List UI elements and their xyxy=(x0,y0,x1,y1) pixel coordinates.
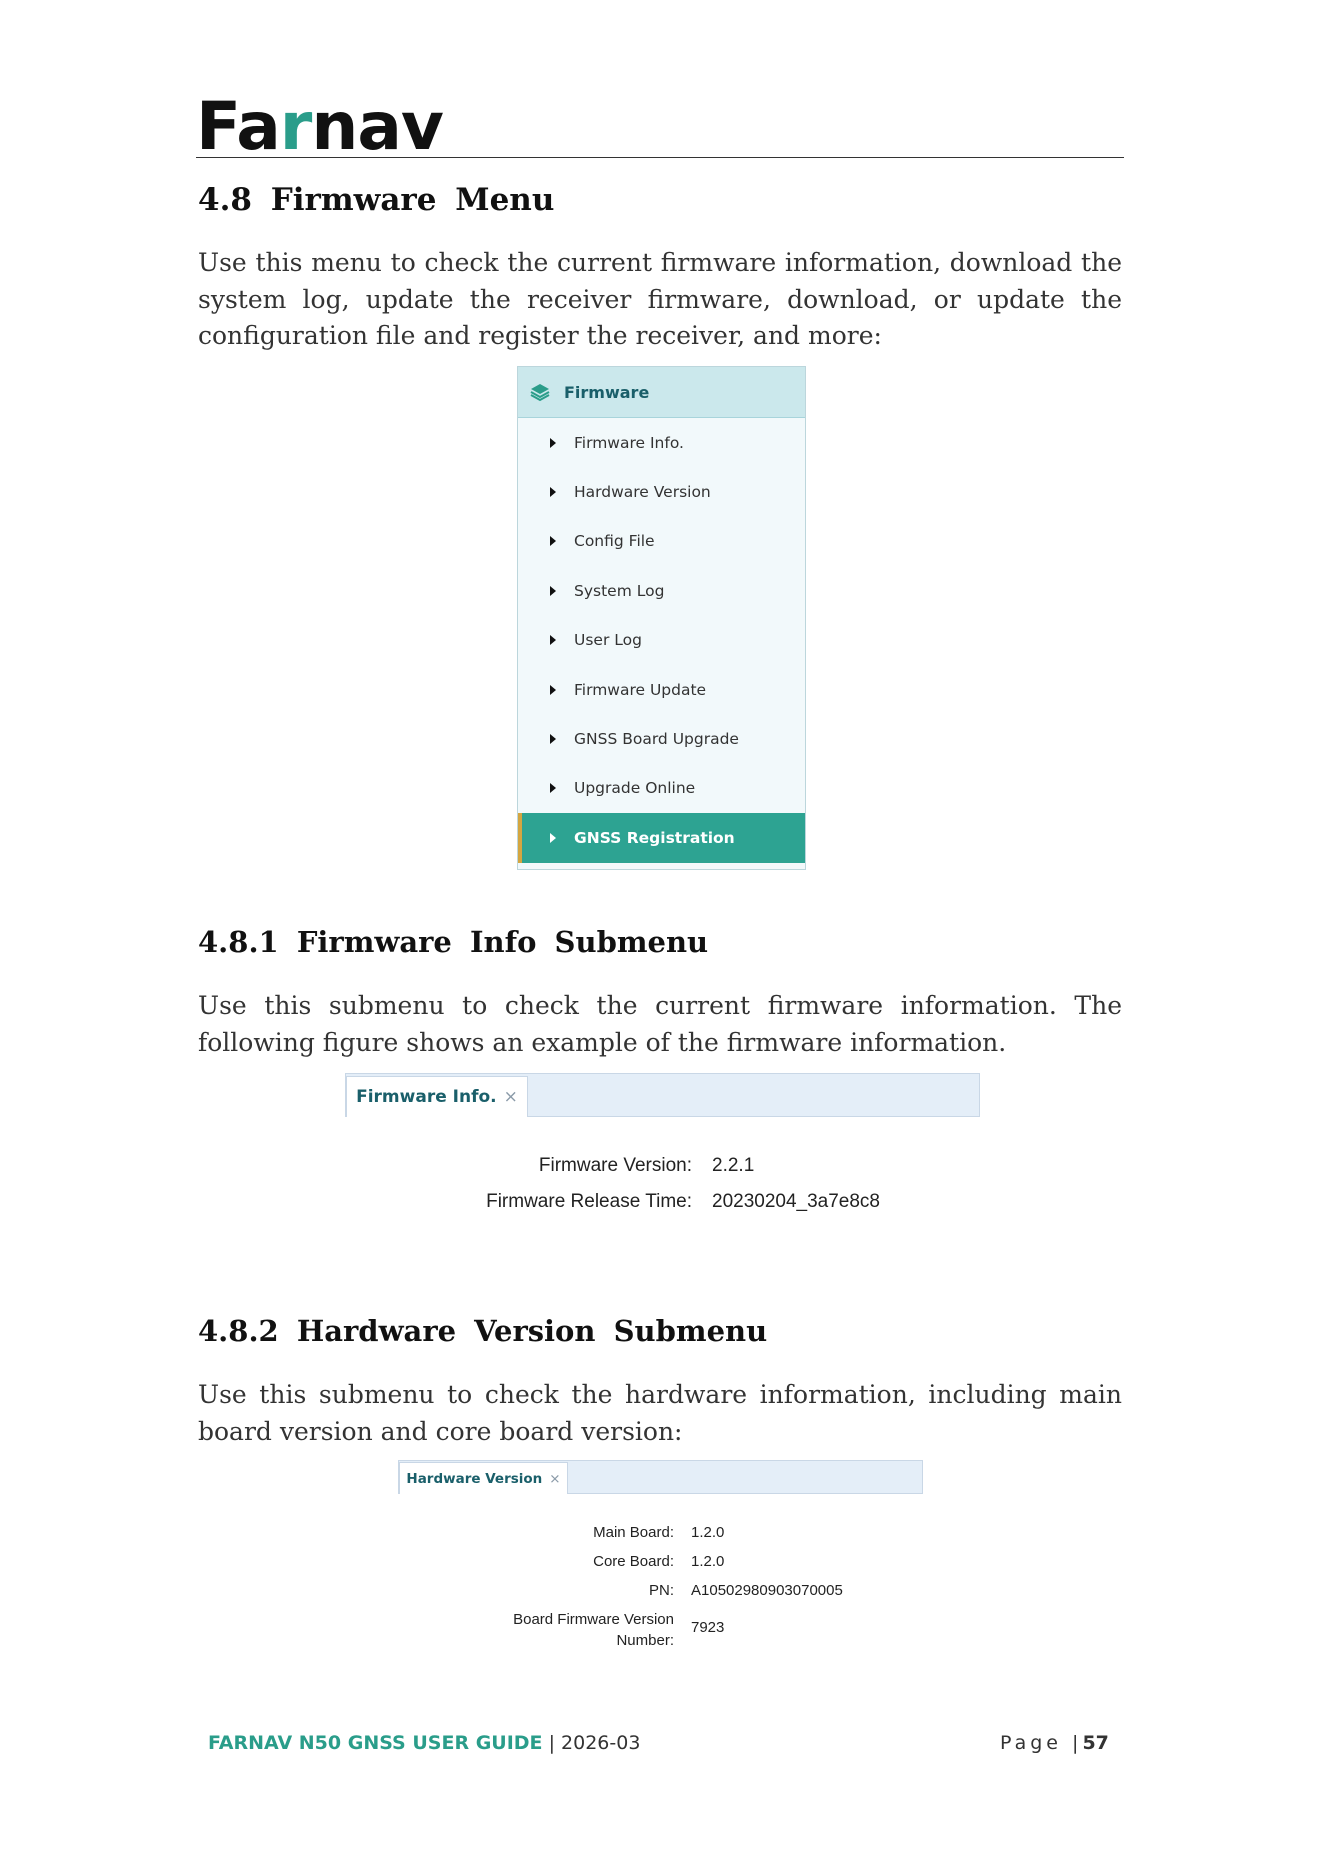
header-divider xyxy=(196,157,1124,158)
firmware-version-label: Firmware Version: xyxy=(538,1155,692,1176)
section-body-4-8-2: Use this submenu to check the hardware information, including main board version and core board version: xyxy=(198,1380,1122,1446)
close-icon[interactable]: × xyxy=(549,1470,561,1487)
section-body-4-8-1: Use this submenu to check the current firmware information. The following figure shows an example of the firmware information. xyxy=(198,991,1122,1057)
firmware-info-tabbar xyxy=(345,1073,980,1117)
section-title-4-8-1: 4.8.1 Firmware Info Submenu xyxy=(198,925,709,959)
firmware-menu-title: Firmware xyxy=(564,382,650,402)
menu-item-config-file[interactable] xyxy=(518,517,805,566)
footer-brand: FARNAV N50 GNSS USER GUIDE xyxy=(208,1732,543,1754)
caret-right-icon xyxy=(550,536,556,546)
caret-right-icon xyxy=(550,685,556,695)
menu-item-gnss-board-upgrade[interactable] xyxy=(518,714,805,763)
menu-item-system-log[interactable] xyxy=(518,566,805,615)
close-icon[interactable]: × xyxy=(503,1087,518,1107)
tab-hardware-version[interactable] xyxy=(399,1462,568,1494)
menu-item-upgrade-online[interactable] xyxy=(518,764,805,813)
footer-separator: | xyxy=(548,1732,555,1754)
caret-right-icon xyxy=(550,734,556,744)
menu-item-hardware-version[interactable] xyxy=(518,467,805,516)
footer-page-number: 57 xyxy=(1082,1732,1109,1754)
core-board-label: Core Board: xyxy=(593,1553,674,1570)
board-firmware-version-label-line2: Number: xyxy=(616,1632,674,1649)
firmware-release-time-value: 20230204_3a7e8c8 xyxy=(712,1191,881,1212)
board-firmware-version-label-line1: Board Firmware Version xyxy=(513,1611,674,1628)
menu-item-firmware-info[interactable] xyxy=(518,418,805,467)
menu-item-user-log[interactable] xyxy=(518,616,805,665)
board-firmware-version-label xyxy=(513,1609,674,1651)
section-body-4-8: Use this menu to check the current firmware information, download the system log, update the receiver firmware, download, or update the configuration file and register the receiver, and more: xyxy=(198,248,1122,350)
pn-value: A10502980903070005 xyxy=(691,1582,843,1599)
tab-firmware-info-label: Firmware Info. xyxy=(356,1087,497,1107)
firmware-version-value: 2.2.1 xyxy=(712,1155,755,1176)
menu-item-label: GNSS Board Upgrade xyxy=(574,730,739,749)
firmware-menu-header[interactable] xyxy=(518,367,805,418)
menu-item-label: System Log xyxy=(574,581,665,600)
menu-item-label: User Log xyxy=(574,631,642,650)
menu-item-firmware-update[interactable] xyxy=(518,665,805,714)
firmware-menu xyxy=(517,366,806,870)
caret-right-icon xyxy=(550,833,556,843)
menu-item-label: Hardware Version xyxy=(574,483,711,502)
menu-item-label: GNSS Registration xyxy=(574,828,735,847)
main-board-value: 1.2.0 xyxy=(691,1524,725,1541)
footer-date: 2026-03 xyxy=(561,1732,641,1754)
menu-item-gnss-registration[interactable] xyxy=(518,813,805,862)
menu-item-label: Upgrade Online xyxy=(574,779,696,798)
section-title-4-8: 4.8 Firmware Menu xyxy=(198,182,555,218)
farnav-logo: Farnav xyxy=(196,88,443,165)
menu-item-label: Firmware Info. xyxy=(574,433,684,452)
main-board-label: Main Board: xyxy=(593,1524,674,1541)
tab-firmware-info[interactable] xyxy=(346,1076,528,1117)
footer-doc-info xyxy=(208,1732,640,1754)
footer-page-separator: | xyxy=(1072,1732,1083,1754)
caret-right-icon xyxy=(550,783,556,793)
tab-hardware-version-label: Hardware Version xyxy=(406,1470,543,1487)
caret-right-icon xyxy=(550,487,556,497)
board-firmware-version-value: 7923 xyxy=(691,1619,725,1636)
core-board-value: 1.2.0 xyxy=(691,1553,725,1570)
menu-item-label: Firmware Update xyxy=(574,680,707,699)
firmware-release-time-label: Firmware Release Time: xyxy=(486,1191,692,1212)
stack-icon xyxy=(530,382,550,402)
caret-right-icon xyxy=(550,438,556,448)
footer-page-label: Page xyxy=(1000,1732,1062,1754)
caret-right-icon xyxy=(550,586,556,596)
footer-page xyxy=(1000,1732,1109,1754)
pn-label: PN: xyxy=(648,1582,674,1599)
section-title-4-8-2: 4.8.2 Hardware Version Submenu xyxy=(198,1314,768,1348)
hardware-version-tabbar xyxy=(398,1460,923,1494)
caret-right-icon xyxy=(550,635,556,645)
menu-item-label: Config File xyxy=(574,532,655,551)
